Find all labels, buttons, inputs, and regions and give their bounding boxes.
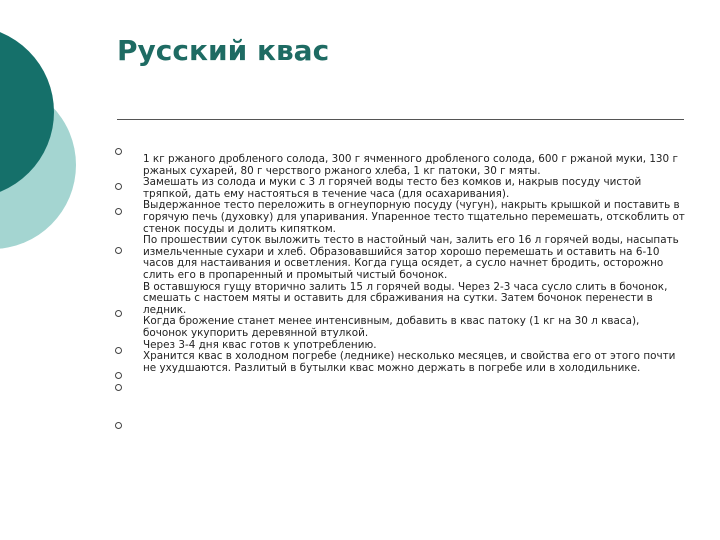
paragraph-step-1: Замешать из солода и муки с 3 л горячей воды тесто без комков и, накрыв посуду чистой тряпкой, дать ему настояться в течение часа (для осахаривания). <box>143 176 642 200</box>
slide-title: Русский квас <box>117 34 330 67</box>
paragraph-ingredients: 1 кг ржаного дробленого солода, 300 г ячменного дробленого солода, 600 г ржаной муки, 130 г ржаных сухарей, 80 г черствого ржаного хлеба, 1 кг патоки, 30 г мяты. <box>143 153 678 177</box>
bullet-icon <box>115 148 122 155</box>
paragraph-step-6: Через 3-4 дня квас готов к употреблению. <box>143 338 377 351</box>
paragraph-storage: Хранится квас в холодном погребе (леднике) несколько месяцев, и свойства его от этого почти не ухудшаются. Разлитый в бутылки квас можно держать в погребе или в холодильнике. <box>143 350 676 374</box>
bullet-icon <box>115 422 122 429</box>
bullet-icon <box>115 183 122 190</box>
slide-body <box>143 154 685 374</box>
bullet-icon <box>115 247 122 254</box>
title-divider <box>117 119 684 120</box>
bullet-icon <box>115 372 122 379</box>
paragraph-step-2: Выдержанное тесто переложить в огнеупорную посуду (чугун), накрыть крышкой и поставить в горячую печь (духовку) для упаривания. Упаренное тесто тщательно перемешать, отскоблить от стенок посуды и долить кипятком. <box>143 199 685 235</box>
bullet-icon <box>115 384 122 391</box>
bullet-column <box>0 0 140 540</box>
bullet-icon <box>115 310 122 317</box>
paragraph-step-5: Когда брожение станет менее интенсивным, добавить в квас патоку (1 кг на 30 л кваса), бочонок укупорить деревянной втулкой. <box>143 315 640 339</box>
bullet-icon <box>115 208 122 215</box>
paragraph-step-4: В оставшуюся гущу вторично залить 15 л горячей воды. Через 2-3 часа сусло слить в бочонок, смешать с настоем мяты и оставить для сбраживания на сутки. Затем бочонок перенести в ледник. <box>143 280 668 316</box>
bullet-icon <box>115 347 122 354</box>
paragraph-step-3: По прошествии суток выложить тесто в настойный чан, залить его 16 л горячей воды, насыпать измельченные сухари и хлеб. Образовавшийся затор хорошо перемешать и оставить на 6-10 часов для настаивания и осветления. Когда гуща осядет, а сусло начнет бродить, осторожно слить его в пропаренный и промытый чистый бочонок. <box>143 234 679 281</box>
